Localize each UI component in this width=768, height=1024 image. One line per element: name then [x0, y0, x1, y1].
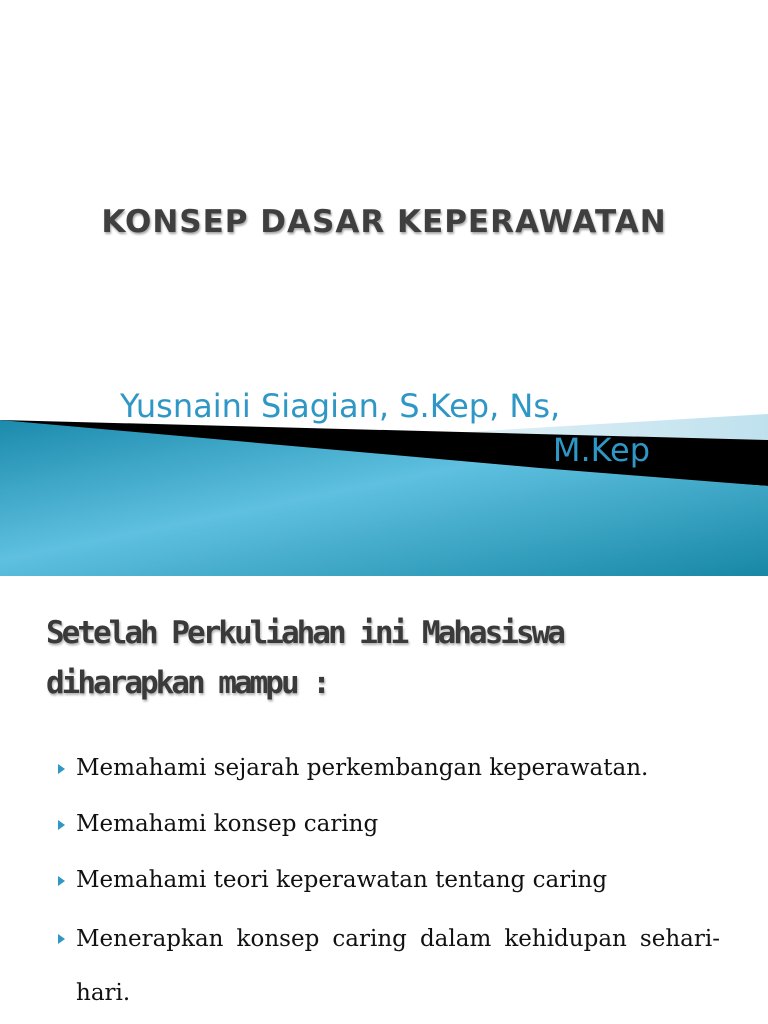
author-name: [120, 384, 650, 472]
list-item: [58, 864, 720, 897]
list-item: [58, 912, 720, 1020]
triangle-bullet-icon: [58, 934, 65, 944]
list-item: [58, 808, 720, 841]
objectives-list: [58, 752, 720, 1024]
list-item-text: Memahami konsep caring: [76, 811, 379, 837]
list-item: [58, 752, 720, 785]
author-line-2: M.Kep: [552, 431, 650, 469]
triangle-bullet-icon: [58, 876, 65, 886]
triangle-bullet-icon: [58, 820, 65, 830]
author-line-1: Yusnaini Siagian, S.Kep, Ns,: [120, 387, 561, 425]
objectives-slide: [0, 576, 768, 1024]
list-item-text: Memahami sejarah perkembangan keperawatan.: [76, 755, 649, 781]
objectives-heading: Setelah Perkuliahan ini Mahasiswa diharapkan mampu :: [46, 615, 563, 701]
list-item-text: Menerapkan konsep caring dalam kehidupan sehari-hari.: [76, 926, 720, 1006]
triangle-bullet-icon: [58, 764, 65, 774]
list-item-text: Memahami teori keperawatan tentang caring: [76, 867, 608, 893]
slide-title: KONSEP DASAR KEPERAWATAN: [101, 204, 667, 240]
